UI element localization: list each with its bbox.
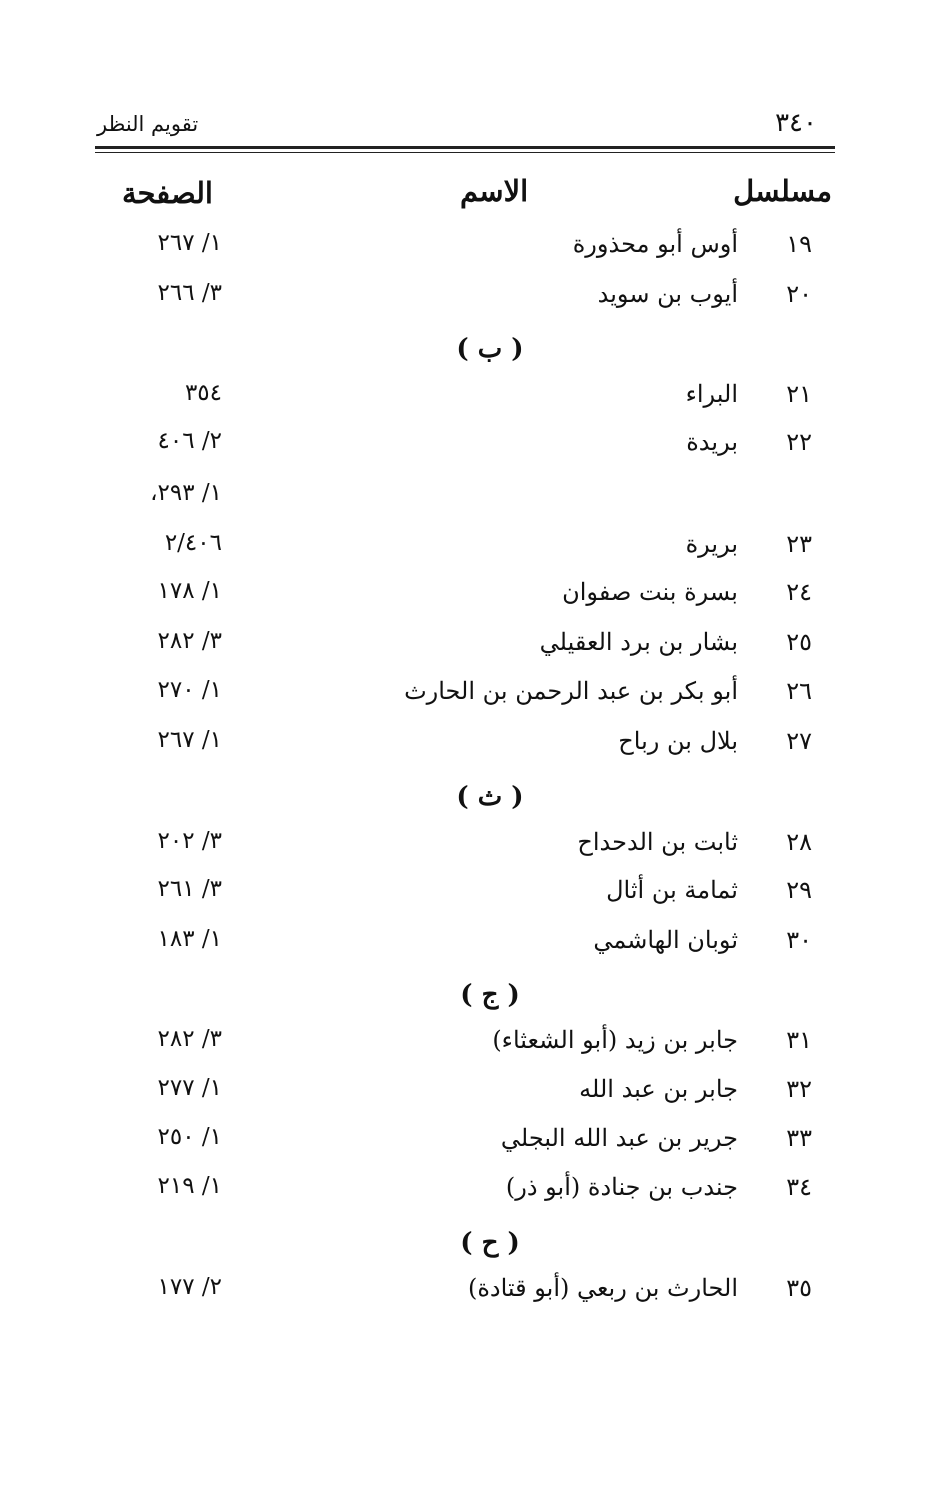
person-name: جابر بن عبد الله <box>579 1075 738 1103</box>
serial-number: ٣٤ <box>786 1173 812 1201</box>
section-heading: ( ث ) <box>456 782 524 812</box>
book-title: تقويم النظر <box>97 112 199 136</box>
table-row <box>0 628 950 668</box>
page-reference: ١/ ٢٩٣، <box>150 480 222 506</box>
page-reference: ٣/ ٢٠٢ <box>157 828 222 854</box>
table-row <box>0 1075 950 1115</box>
table-row <box>0 1274 950 1314</box>
person-name: ثابت بن الدحداح <box>577 828 738 856</box>
serial-number: ٣٢ <box>786 1075 812 1103</box>
page-reference: ٣/ ٢٨٢ <box>157 628 222 654</box>
column-headers <box>0 168 950 218</box>
page-reference: ٣/ ٢٦١ <box>157 876 222 902</box>
table-row <box>0 1173 950 1213</box>
column-header-serial: مسلسل <box>733 174 832 208</box>
person-name: ثوبان الهاشمي <box>593 926 738 954</box>
page-reference: ٣/ ٢٨٢ <box>157 1026 222 1052</box>
serial-number: ٢٥ <box>786 628 812 656</box>
serial-number: ٢١ <box>786 380 812 408</box>
page-number: ٣٤٠ <box>775 108 817 138</box>
serial-number: ٢٢ <box>786 428 812 456</box>
serial-number: ٣٥ <box>786 1274 812 1302</box>
serial-number: ١٩ <box>786 230 812 258</box>
table-row <box>0 578 950 618</box>
page-reference: ٢/ ١٧٧ <box>157 1274 222 1300</box>
person-name: بريدة <box>686 428 738 456</box>
table-row <box>0 727 950 767</box>
person-name: بلال بن رباح <box>618 727 738 755</box>
table-row <box>0 380 950 420</box>
serial-number: ٢٠ <box>786 280 812 308</box>
serial-number: ٢٩ <box>786 876 812 904</box>
page-header <box>95 100 835 140</box>
person-name: أيوب بن سويد <box>597 280 738 308</box>
page-reference: ١/ ١٧٨ <box>157 578 222 604</box>
person-name: أبو بكر بن عبد الرحمن بن الحارث <box>404 677 738 705</box>
table-row <box>0 428 950 468</box>
page-reference: ٣٥٤ <box>184 380 222 406</box>
page-reference: ٢/ ٤٠٦ <box>157 428 222 454</box>
serial-number: ٣٣ <box>786 1124 812 1152</box>
page-reference: ١/ ١٨٣ <box>157 926 222 952</box>
table-row <box>0 926 950 966</box>
page-reference: ١/ ٢٧٠ <box>157 677 222 703</box>
page-reference: ١/ ٢١٩ <box>157 1173 222 1199</box>
table-row <box>0 1026 950 1066</box>
page-reference: ٣/ ٢٦٦ <box>157 280 222 306</box>
table-row <box>0 677 950 717</box>
table-row <box>0 480 950 520</box>
table-row <box>0 230 950 270</box>
person-name: ثمامة بن أثال <box>606 876 738 904</box>
serial-number: ٢٦ <box>786 677 812 705</box>
section-heading: ( ح ) <box>460 1228 520 1258</box>
page-reference: ١/ ٢٦٧ <box>157 230 222 256</box>
serial-number: ٢٣ <box>786 530 812 558</box>
person-name: أوس أبو محذورة <box>572 230 738 258</box>
section-heading: ( ج ) <box>460 980 520 1010</box>
person-name: بريرة <box>685 530 738 558</box>
serial-number: ٢٨ <box>786 828 812 856</box>
column-header-page: الصفحة <box>122 176 213 210</box>
table-row <box>0 1124 950 1164</box>
person-name: بسرة بنت صفوان <box>562 578 738 606</box>
page-reference: ١/ ٢٥٠ <box>157 1124 222 1150</box>
person-name: البراء <box>685 380 738 408</box>
serial-number: ٣١ <box>786 1026 812 1054</box>
table-row <box>0 876 950 916</box>
person-name: جرير بن عبد الله البجلي <box>500 1124 738 1152</box>
serial-number: ٢٤ <box>786 578 812 606</box>
page-reference: ١/ ٢٧٧ <box>157 1075 222 1101</box>
header-divider <box>95 146 835 153</box>
person-name: بشار بن برد العقيلي <box>539 628 738 656</box>
serial-number: ٢٧ <box>786 727 812 755</box>
section-heading: ( ب ) <box>456 334 524 364</box>
person-name: جابر بن زيد (أبو الشعثاء) <box>492 1026 738 1054</box>
serial-number: ٣٠ <box>786 926 812 954</box>
person-name: جندب بن جنادة (أبو ذر) <box>505 1173 738 1201</box>
person-name: الحارث بن ربعي (أبو قتادة) <box>467 1274 738 1302</box>
table-row <box>0 828 950 868</box>
page-reference: ٢/٤٠٦ <box>164 530 222 556</box>
page-reference: ١/ ٢٦٧ <box>157 727 222 753</box>
table-row <box>0 530 950 570</box>
column-header-name: الاسم <box>460 174 529 208</box>
table-row <box>0 280 950 320</box>
